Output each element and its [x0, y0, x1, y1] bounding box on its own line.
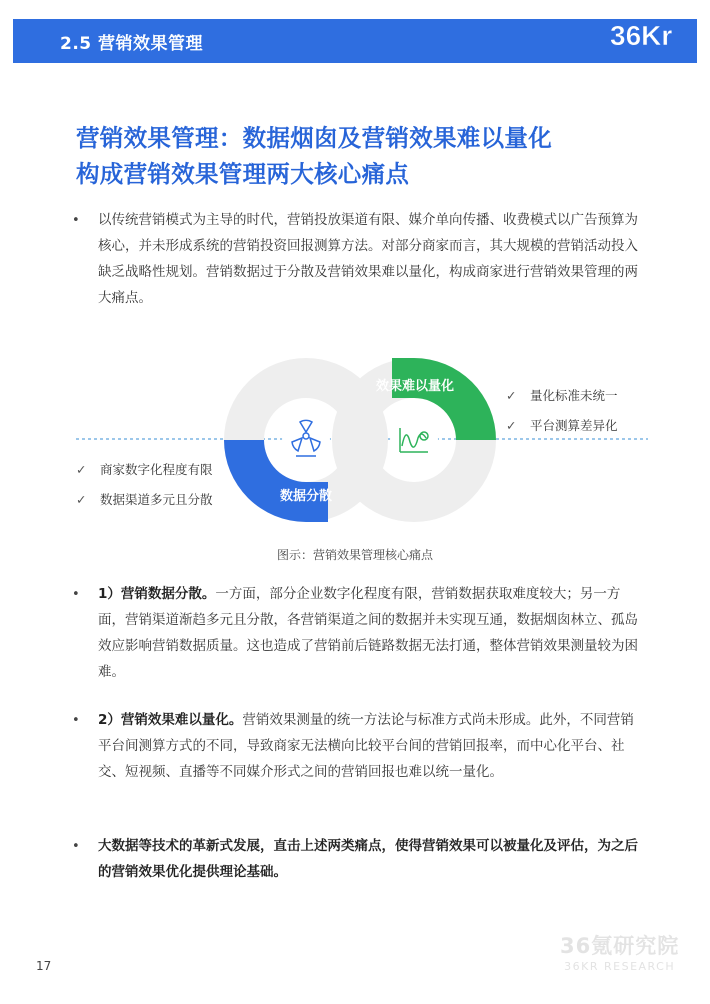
bullet-dot: • [72, 213, 80, 228]
point-2-lead: 2）营销效果难以量化。 [98, 712, 243, 728]
left-check-item: ✓ 数据渠道多元且分散 [76, 492, 213, 507]
watermark [560, 930, 679, 973]
point-3-paragraph [98, 833, 640, 885]
section-title: 2.5 营销效果管理 [60, 34, 204, 54]
point-1-lead: 1）营销数据分散。 [98, 586, 216, 602]
bullet-dot: • [72, 839, 80, 854]
right-check-item: ✓ 平台测算差异化 [506, 418, 618, 433]
bullet-dot: • [72, 713, 80, 728]
left-icon-bg [282, 416, 330, 464]
pain-points-diagram [0, 350, 710, 540]
check-icon: ✓ [506, 418, 517, 433]
point-1-text: 一方面，部分企业数字化程度有限，营销数据获取难度较大；另一方面，营销渠道渐趋多元且分散，各营销渠道之间的数据并未实现互通，数据烟囱林立、孤岛效应影响营销数据质量。这也造成了营销前后链路数据无法打通，整体营销效果测量较为困难。 [98, 586, 638, 680]
watermark-cn: 36氪研究院 [560, 934, 680, 958]
right-icon-bg [390, 416, 438, 464]
check-icon: ✓ [506, 388, 517, 403]
main-title-line1: 营销效果管理：数据烟囱及营销效果难以量化 [76, 124, 552, 152]
brand-logo [610, 15, 700, 63]
point-1-paragraph [98, 581, 640, 685]
check-icon: ✓ [76, 492, 87, 507]
right-segment-label: 效果难以量化 [375, 379, 455, 394]
main-title-line2: 构成营销效果管理两大核心痛点 [76, 160, 410, 188]
left-check-item: ✓ 商家数字化程度有限 [76, 462, 213, 477]
check-icon: ✓ [76, 462, 87, 477]
intro-paragraph: 以传统营销模式为主导的时代，营销投放渠道有限、媒介单向传播、收费模式以广告预算为核心，并未形成系统的营销投资回报测算方法。对部分商家而言，其大规模的营销活动投入缺乏战略性规划。营销数据过于分散及营销效果难以量化，构成商家进行营销效果管理的两大痛点。 [98, 212, 638, 306]
point-3-lead: 大数据等技术的革新式发展，直击上述两类痛点，使得营销效果可以被量化及评估，为之后的营销效果优化提供理论基础。 [98, 838, 638, 880]
page-number: 17 [36, 959, 52, 973]
svg-text:36Kr: 36Kr [610, 20, 673, 51]
main-title [76, 120, 656, 192]
right-check-item: ✓ 量化标准未统一 [506, 388, 618, 403]
watermark-en: 36KR RESEARCH [564, 960, 676, 973]
bullet-dot: • [72, 587, 80, 602]
left-segment-label: 数据分散 [279, 489, 333, 504]
diagram-caption: 图示：营销效果管理核心痛点 [276, 548, 433, 562]
point-2-text: 营销效果测量的统一方法论与标准方式尚未形成。此外，不同营销平台间测算方式的不同，导致商家无法横向比较平台间的营销回报率，而中心化平台、社交、短视频、直播等不同媒介形式之间的营销回报也难以统一量化。 [98, 712, 634, 780]
point-2-paragraph [98, 707, 640, 785]
